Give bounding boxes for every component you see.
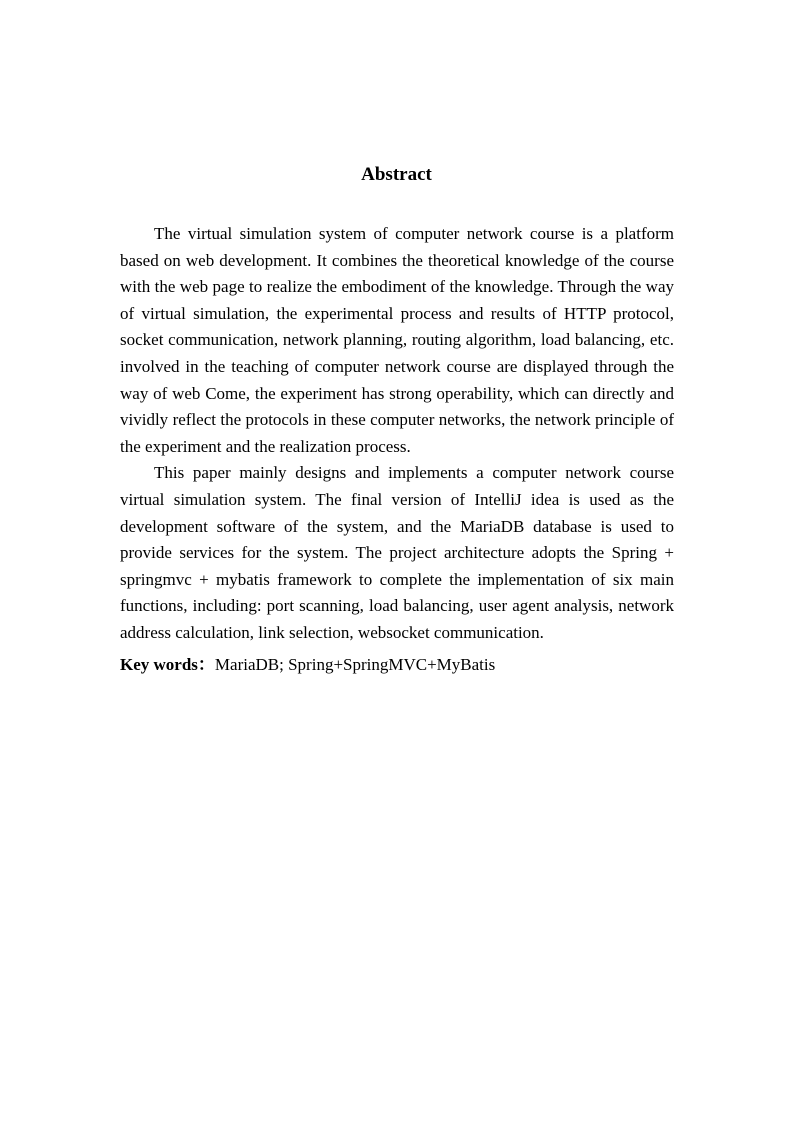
keywords-line [120, 652, 674, 679]
abstract-body [120, 221, 674, 678]
keywords-label: Key words： [120, 654, 215, 674]
abstract-paragraph-2: This paper mainly designs and implements a computer network course virtual simulation system. The final version of IntelliJ idea is used as the development software of the system, and the MariaDB database is used to provide services for the system. The project architecture adopts the Spring + springmvc + mybatis framework to complete the implementation of six main functions, including: port scanning, load balancing, user agent analysis, network address calculation, link selection, websocket communication. [120, 463, 674, 642]
abstract-paragraph-1: The virtual simulation system of computer network course is a platform based on web development. It combines the theoretical knowledge of the course with the web page to realize the embodiment of the knowledge. Through the way of virtual simulation, the experimental process and results of HTTP protocol, socket communication, network planning, routing algorithm, load balancing, etc. involved in the teaching of computer network course are displayed through the way of web Come, the experiment has strong operability, which can directly and vividly reflect the protocols in these computer networks, the network principle of the experiment and the realization process. [120, 224, 674, 456]
keywords-value: MariaDB; Spring+SpringMVC+MyBatis [214, 654, 496, 674]
abstract-title: Abstract [361, 164, 432, 185]
